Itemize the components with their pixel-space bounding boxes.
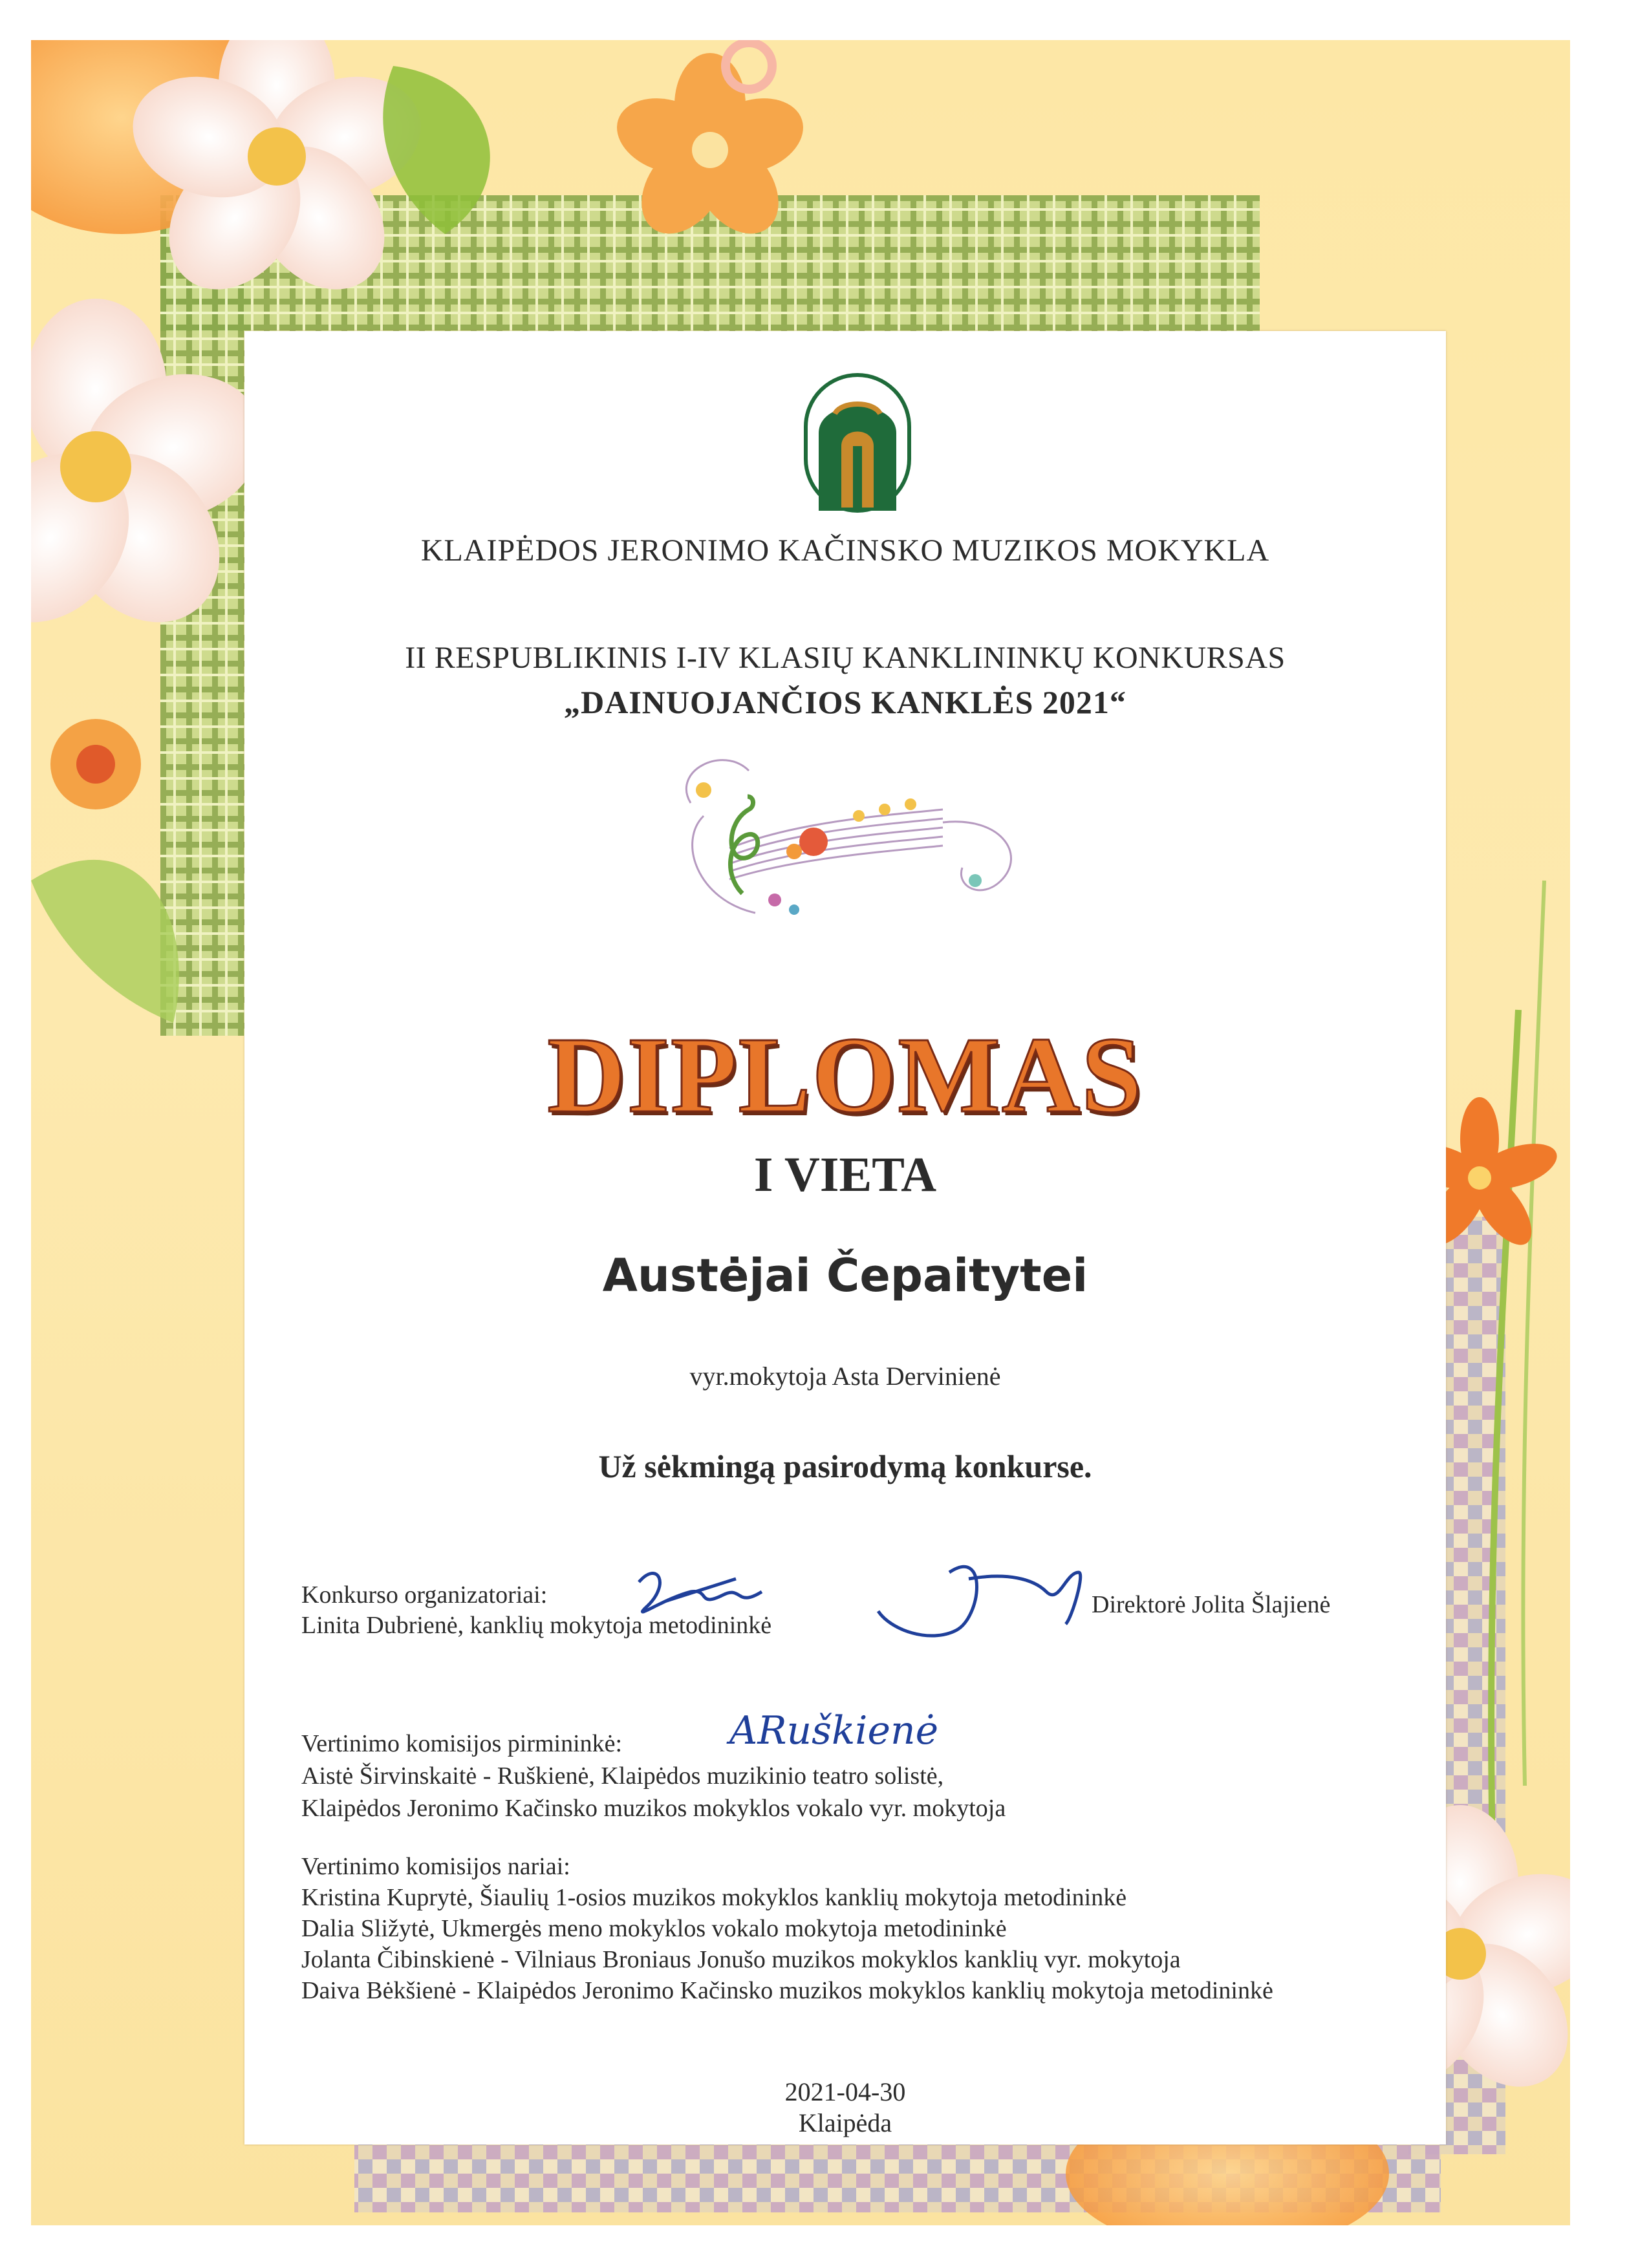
teacher-name: vyr.mokytoja Asta Dervinienė: [689, 1362, 1001, 1391]
jury-chair-line-2: Klaipėdos Jeronimo Kačinsko muzikos mokyklos vokalo vyr. mokytoja: [301, 1795, 1006, 1822]
contest-title: „DAINUOJANČIOS KANKLĖS 2021“: [564, 684, 1126, 720]
director-signature: [878, 1567, 1081, 1636]
jury-member: Jolanta Čibinskienė - Vilniaus Broniaus Jonušo muzikos mokyklos kanklių vyr. mokytoja: [301, 1946, 1181, 1973]
organizer-signature: [639, 1573, 762, 1612]
jury-chair-label: Vertinimo komisijos pirmininkė:: [301, 1730, 623, 1757]
jury-chair-signature: ARuškienė: [729, 1708, 939, 1753]
paper-margin: [1570, 0, 1649, 2268]
diploma-city: Klaipėda: [798, 2108, 892, 2137]
organizers-label: Konkurso organizatoriai:: [301, 1581, 548, 1609]
jury-chair-line-1: Aistė Širvinskaitė - Ruškienė, Klaipėdos muzikinio teatro solistė,: [301, 1762, 944, 1790]
diploma-background: [31, 40, 1570, 2225]
school-name: KLAIPĖDOS JERONIMO KAČINSKO MUZIKOS MOKYKLA: [420, 533, 1270, 568]
diploma-date: 2021-04-30: [784, 2077, 906, 2106]
director-name: Direktorė Jolita Šlajienė: [1092, 1591, 1331, 1618]
organizer-name: Linita Dubrienė, kanklių mokytoja metodininkė: [301, 1612, 772, 1639]
award-place: I VIETA: [753, 1148, 937, 1202]
contest-subtitle: II RESPUBLIKINIS I-IV KLASIŲ KANKLININKŲ KONKURSAS: [405, 641, 1286, 675]
jury-member: Daiva Bėkšienė - Klaipėdos Jeronimo Kačinsko muzikos mokyklos kanklių mokytoja metodininkė: [301, 1977, 1273, 2004]
signatures: [244, 331, 1446, 2145]
jury-member: Kristina Kuprytė, Šiaulių 1-osios muzikos mokyklos kanklių mokytoja metodininkė: [301, 1884, 1127, 1911]
award-reason: Už sėkmingą pasirodymą konkurse.: [598, 1448, 1092, 1484]
recipient-name: Austėjai Čepaitytei: [602, 1249, 1088, 1302]
diploma-title: DIPLOMAS: [547, 1015, 1143, 1135]
jury-members-label: Vertinimo komisijos nariai:: [301, 1853, 570, 1880]
jury-member: Dalia Sližytė, Ukmergės meno mokyklos vokalo mokytoja metodininkė: [301, 1915, 1007, 1942]
diploma-card: [244, 331, 1446, 2145]
